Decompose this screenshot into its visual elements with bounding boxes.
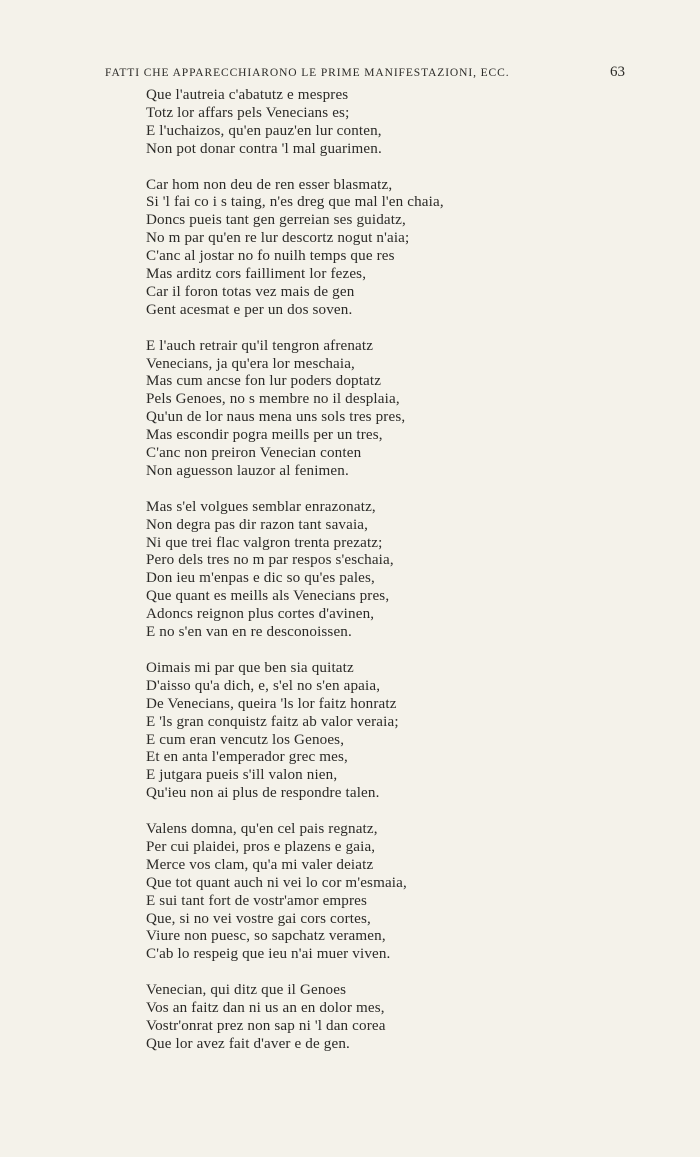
- stanza-5: [146, 660, 666, 803]
- verse-line: C'anc al jostar no fo nuilh temps que res: [146, 248, 395, 265]
- verse-line: Car il foron totas vez mais de gen: [146, 283, 355, 300]
- verse-line: E jutgara pueis s'ill valon nien,: [146, 767, 338, 784]
- verse-line: Et en anta l'emperador grec mes,: [146, 749, 348, 766]
- verse-line: Valens domna, qu'en cel pais regnatz,: [146, 821, 378, 838]
- verse-line: Mas s'el volgues semblar enrazonatz,: [146, 498, 376, 515]
- verse-line: Vostr'onrat prez non sap ni 'l dan corea: [146, 1017, 386, 1034]
- verse-line: Vos an faitz dan ni us an en dolor mes,: [146, 1000, 385, 1017]
- verse-line: Gent acesmat e per un dos soven.: [146, 301, 353, 318]
- running-head: [105, 64, 625, 84]
- verse-line: Adoncs reignon plus cortes d'avinen,: [146, 606, 375, 623]
- verse-line: Mas escondir pogra meills per un tres,: [146, 427, 383, 444]
- verse-line: Venecians, ja qu'era lor meschaia,: [146, 355, 355, 372]
- verse-line: C'ab lo respeig que ieu n'ai muer viven.: [146, 946, 391, 963]
- verse-line: E 'ls gran conquistz faitz ab valor veraia;: [146, 713, 399, 730]
- verse-line: E sui tant fort de vostr'amor empres: [146, 892, 368, 909]
- verse-line: Ni que trei flac valgron trenta prezatz;: [146, 534, 383, 551]
- stanza-4: [146, 499, 666, 642]
- verse-line: E no s'en van en re desconoissen.: [146, 624, 352, 641]
- stanza-2: [146, 177, 666, 320]
- verse-line: Totz lor affars pels Venecians es;: [146, 104, 350, 121]
- page-number: 63: [610, 64, 625, 80]
- stanza-3: [146, 338, 666, 481]
- verse-line: Mas cum ancse fon lur poders doptatz: [146, 373, 382, 390]
- verse-line: C'anc non preiron Venecian conten: [146, 445, 362, 462]
- verse-line: Venecian, qui ditz que il Genoes: [146, 982, 347, 999]
- verse-line: Qu'un de lor naus mena uns sols tres pres,: [146, 409, 406, 426]
- verse-line: No m par qu'en re lur descortz nogut n'aia;: [146, 230, 410, 247]
- verse-line: De Venecians, queira 'ls lor faitz honratz: [146, 695, 397, 712]
- verse-line: Oimais mi par que ben sia quitatz: [146, 659, 354, 676]
- running-title: FATTI CHE APPARECCHIARONO LE PRIME MANIFESTAZIONI, ECC.: [105, 67, 510, 79]
- verse-line: D'aisso qu'a dich, e, s'el no s'en apaia,: [146, 677, 381, 694]
- verse-line: E l'auch retrair qu'il tengron afrenatz: [146, 337, 374, 354]
- verse-line: Que tot quant auch ni vei lo cor m'esmaia,: [146, 874, 407, 891]
- verse-line: Pels Genoes, no s membre no il desplaia,: [146, 391, 400, 408]
- verse-line: Non pot donar contra 'l mal guarimen.: [146, 140, 382, 157]
- verse-line: Que lor avez fait d'aver e de gen.: [146, 1035, 350, 1052]
- verse-line: Qu'ieu non ai plus de respondre talen.: [146, 785, 380, 802]
- verse-line: Viure non puesc, so sapchatz veramen,: [146, 928, 386, 945]
- verse-line: Que quant es meills als Venecians pres,: [146, 588, 390, 605]
- stanza-1: [146, 87, 666, 159]
- verse-line: Doncs pueis tant gen gerreian ses guidatz,: [146, 212, 406, 229]
- verse-line: Non degra pas dir razon tant savaia,: [146, 516, 369, 533]
- verse-line: Que l'autreia c'abatutz e mespres: [146, 87, 349, 103]
- verse-line: Que, si no vei vostre gai cors cortes,: [146, 910, 371, 927]
- verse-line: Mas arditz cors failliment lor fezes,: [146, 266, 367, 283]
- verse-line: Car hom non deu de ren esser blasmatz,: [146, 176, 393, 193]
- tornada: [146, 982, 666, 1054]
- stanza-6: [146, 821, 666, 964]
- verse-line: Merce vos clam, qu'a mi valer deiatz: [146, 856, 374, 873]
- verse-line: Si 'l fai co i s taing, n'es dreg que mal l'en chaia,: [146, 194, 444, 211]
- verse-line: Pero dels tres no m par respos s'eschaia,: [146, 552, 394, 569]
- verse-line: E cum eran vencutz los Genoes,: [146, 731, 345, 748]
- verse-line: Per cui plaidei, pros e plazens e gaia,: [146, 838, 376, 855]
- verse-line: E l'uchaizos, qu'en pauz'en lur conten,: [146, 122, 382, 139]
- poem: [146, 87, 666, 1072]
- verse-line: Non aguesson lauzor al fenimen.: [146, 462, 349, 479]
- verse-line: Don ieu m'enpas e dic so qu'es pales,: [146, 570, 375, 587]
